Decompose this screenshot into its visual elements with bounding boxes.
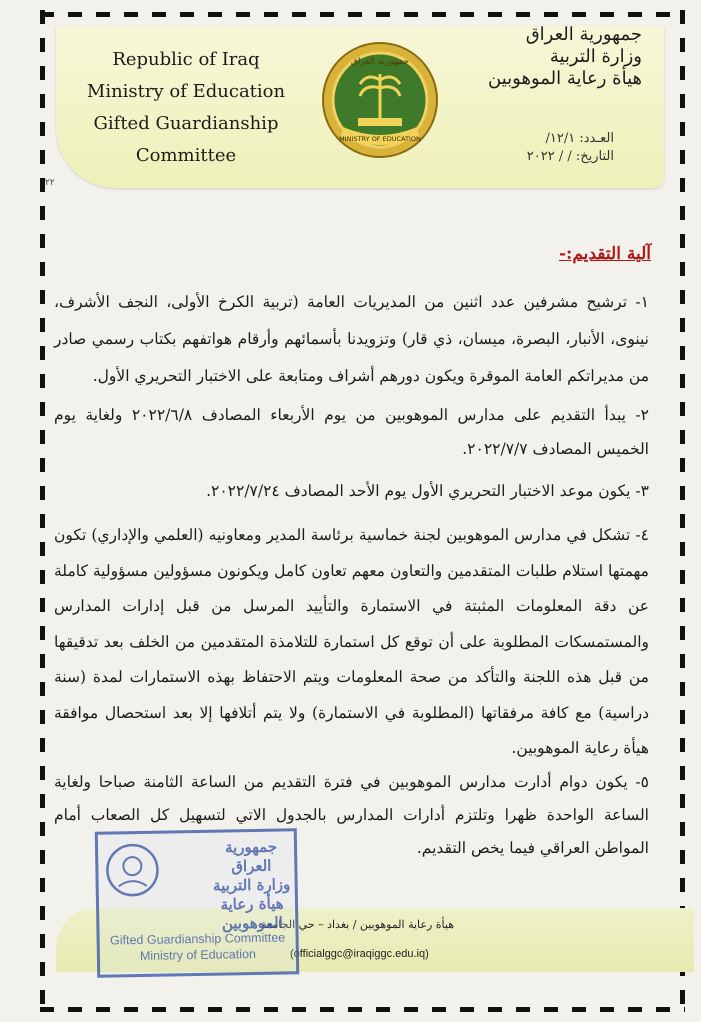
border-top bbox=[40, 12, 685, 17]
item-text: يكون موعد الاختبار التحريري الأول يوم الأحد المصادف ٢٠٢٢/٧/٢٤. bbox=[206, 482, 631, 500]
border-right bbox=[680, 10, 685, 1012]
border-left bbox=[40, 10, 45, 1012]
reference-block bbox=[434, 130, 614, 166]
heading-line: هيأة رعاية الموهوبين bbox=[488, 68, 642, 89]
border-bottom bbox=[40, 1007, 685, 1012]
list-item bbox=[54, 398, 649, 466]
heading-line: Committee bbox=[135, 145, 237, 166]
heading-line: وزارة التربية bbox=[549, 46, 642, 67]
stamp-line: Gifted Guardianship Committee bbox=[109, 930, 286, 948]
stamp-line: وزارة التربية bbox=[212, 875, 291, 895]
item-text: تشكل في مدارس الموهوبين لجنة خماسية برئاسة المدير ومعاونيه (العلمي والإداري) تكون مهمتها استلام طلبات المتقدمين والتعاون معهم تعاون كامل ويكونون مسؤولين مسؤولية كاملة عن دقة المعلومات المثبتة في الاستمارة والتأييد المرسل من قبل إدارات المدارس والمستمسكات المطلوبة على أن توقع كل استمارة للتلامذة المتقدمين من الخلف بعد تدقيقها من قبل هذه اللجنة والتأكد من صحة المعلومات ويتم الاحتفاظ بهذه الاستمارات لمدة (سنة دراسية) مع كافة مرفقاتها (المطلوبة في الاستمارة) ولا يتم أتلافها إلا بعد استحصال موافقة هيأة رعاية الموهوبين. bbox=[54, 526, 649, 757]
list-item bbox=[54, 474, 649, 508]
stamp-arabic-text bbox=[208, 837, 296, 933]
item-number: ٤- bbox=[635, 526, 649, 544]
reference-date: التاريخ: / / ٢٠٢٢ bbox=[526, 149, 614, 164]
official-stamp bbox=[95, 828, 300, 978]
list-item bbox=[54, 284, 649, 395]
stamp-line: جمهورية العراق bbox=[224, 837, 278, 876]
english-heading bbox=[86, 44, 286, 172]
item-text: يبدأ التقديم على مدارس الموهوبين من يوم الأربعاء المصادف ٢٠٢٢/٦/٨ ولغاية يوم الخميس المصادف ٢٠٢٢/٧/٧. bbox=[54, 406, 649, 458]
footer-address: هيأة رعاية الموهوبين / بغداد – حي الجامعة bbox=[261, 918, 454, 931]
stamp-english-text bbox=[104, 929, 293, 964]
seal-ribbon-text: MINISTRY OF EDUCATION bbox=[339, 135, 421, 143]
stamp-line: Ministry of Education bbox=[139, 946, 257, 964]
ministry-seal-icon bbox=[320, 40, 440, 160]
item-number: ٥- bbox=[635, 773, 649, 791]
item-text: ترشيح مشرفين عدد اثنين من المديريات العامة (تربية الكرخ الأولى، النجف الأشرف، نينوى، الأنبار، البصرة، ميسان، ذي قار) وتزويدنا بأسمائهم وأرقام هواتفهم بكتاب رسمي صادر من مديراتكم العامة الموقرة ويكون دورهم أشراف ومتابعة على الاختبار التحريري الأول. bbox=[54, 293, 649, 385]
section-title: آلية التقديم:- bbox=[559, 244, 651, 264]
item-number: ١- bbox=[635, 293, 649, 311]
item-number: ٣- bbox=[635, 482, 649, 500]
reference-number: العـدد: ١٢/١/ bbox=[545, 131, 614, 146]
item-number: ٢- bbox=[635, 406, 649, 424]
arabic-heading bbox=[442, 24, 642, 90]
list-item bbox=[54, 518, 649, 767]
seal-top-text: جمهورية العراق bbox=[350, 57, 410, 67]
footer-email: (officialggc@iraqiggc.edu.iq) bbox=[290, 948, 429, 960]
stamp-line: هيأة رعاية الموهوبين bbox=[220, 894, 284, 933]
item-text: يكون دوام أدارت مدارس الموهوبين في فترة التقديم من الساعة الثامنة صباحا ولغاية الساعة الواحدة ظهرا وتلتزم أدارات المدارس بالجدول الاتي لتسهيل كل الصعاب أمام المواطن العراقي فيما يخص التقديم. bbox=[54, 773, 649, 857]
stamp-emblem-icon bbox=[104, 842, 161, 899]
heading-line: Gifted Guardianship bbox=[93, 113, 279, 134]
heading-line: Republic of Iraq bbox=[112, 49, 260, 70]
letterhead bbox=[56, 26, 664, 188]
page-corner-number: ٢٢ bbox=[45, 178, 55, 188]
heading-line: Ministry of Education bbox=[86, 81, 286, 102]
heading-line: جمهورية العراق bbox=[525, 24, 642, 45]
